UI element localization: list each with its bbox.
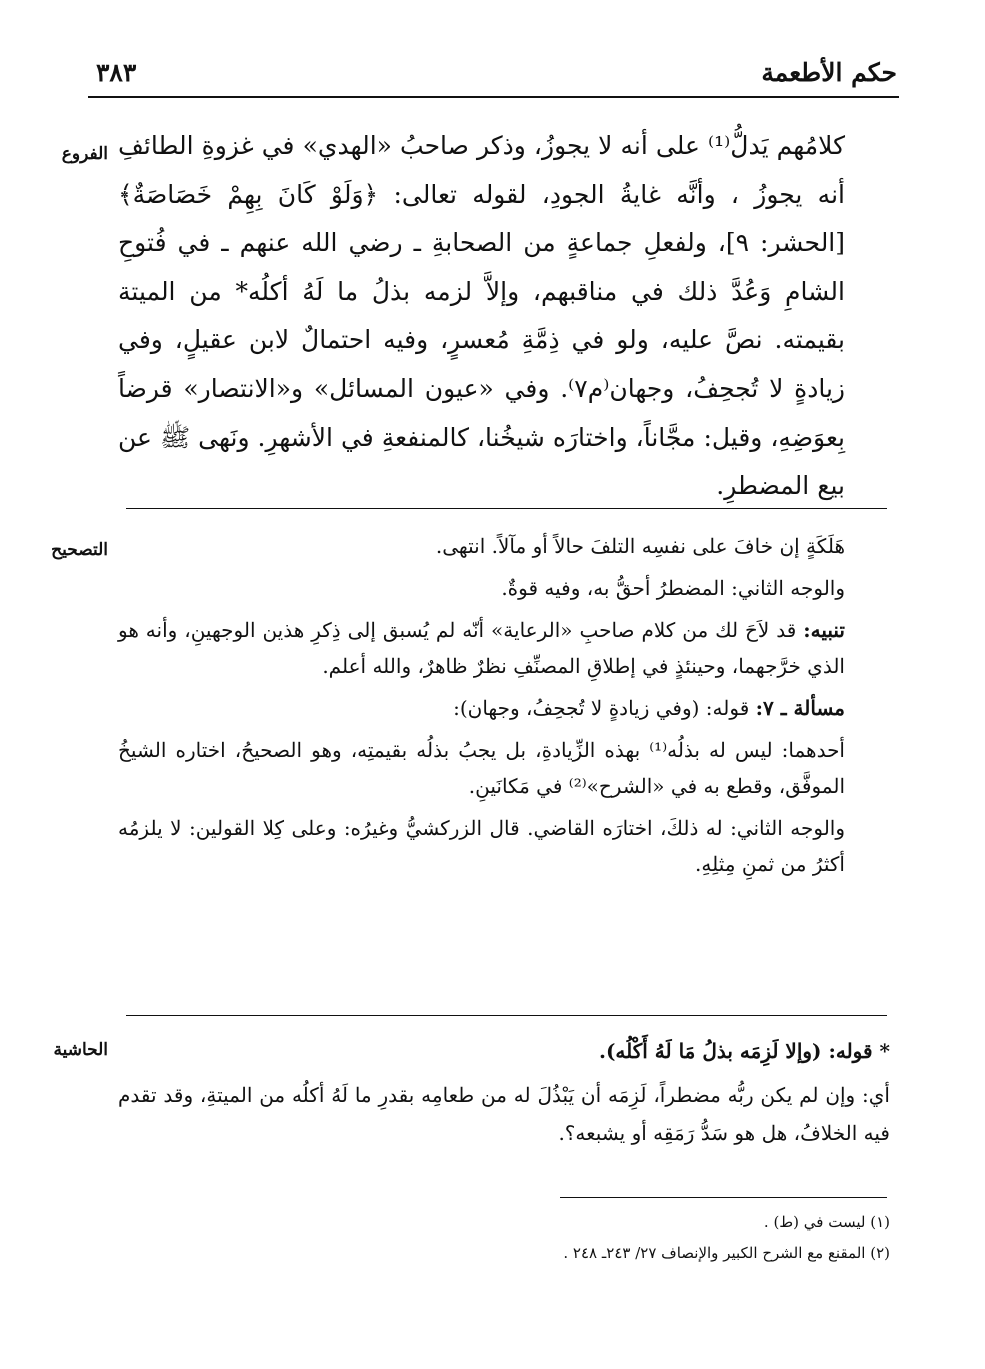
tashih-paragraph: والوجه الثاني: المضطرُ أحقُّ به، وفيه قوةٌ. <box>501 576 845 600</box>
section-divider-1 <box>126 508 887 509</box>
masala-text: قوله: (وفي زيادةٍ لا تُجحِفُ، وجهان): <box>453 696 756 720</box>
tanbih-text: قد لاَحَ لك من كلام صاحبِ «الرعاية» أنّه لم يُسبق إلى ذِكرِ هذين الوجهينِ، وأنه هو الذي خرَّجهما، وحينئذٍ في إطلاقِ المصنِّفِ نظرٌ ظاهرٌ، والله أعلم. <box>118 618 845 678</box>
footnote-rule <box>560 1197 887 1198</box>
hashiya-heading <box>118 1032 890 1070</box>
label-tashih: التصحيح <box>51 540 108 560</box>
tanbih-label: تنبيه: <box>803 618 845 642</box>
section-divider-2 <box>126 1015 887 1016</box>
furu-text: كلامُهم يَدلُّ⁽¹⁾ على أنه لا يجوزُ، وذكر صاحبُ «الهدي» في غزوةِ الطائفِ أنه يجوزُ ، وأنَّه غايةُ الجودِ، لقوله تعالى: ﴿وَلَوْ كَانَ بِهِمْ خَصَاصَةٌ﴾ [الحشر: ٩]، ولفعلِ جماعةٍ من الصحابةِ ـ رضي الله عنهم ـ في فُتوحِ الشامِ وَعُدَّ ذلك في مناقبهم، وإلاَّ لزمه بذلُ ما لَهُ أكلُه* من الميتة بقيمته. نصَّ عليه، ولو في ذِمَّةِ مُعسرٍ، وفيه احتمالٌ لابن عقيلٍ، وفي زيادةٍ لا تُجحِفُ، وجهان⁽م٧⁾. وفي «عيون المسائل» و«الانتصار» قرضاً بِعوَضِهِ، وقيل: مجَّاناً، واختارَه شيخُنا، كالمنفعةِ في الأشهرِ. ونَهى ﷺ عن بيع المضطرِ. <box>118 131 846 501</box>
page-number: ٣٨٣ <box>96 58 137 87</box>
tashih-section <box>118 528 845 882</box>
label-hashiya: الحاشية <box>53 1040 108 1060</box>
label-furu: الفروع <box>61 144 108 164</box>
tashih-masala <box>118 690 845 726</box>
hashiya-section <box>118 1032 890 1152</box>
masala-label: مسألة ـ ٧: <box>755 696 845 720</box>
footnotes <box>118 1207 890 1269</box>
hashiya-body: أي: وإن لم يكن ربُّه مضطراً، لَزِمَه أن يَبْذُلَ له من طعامِه بقدرِ ما لَهُ أكلُه من الميتةِ، وقد تقدم فيه الخلافُ، هل هو سَدُّ رَمَقِه أو يشبعه؟. <box>118 1083 890 1145</box>
hashiya-heading-quote: (وإلا لَزِمَه بذلُ مَا لَهُ أَكْلُه). <box>598 1039 829 1063</box>
footnote-1: (١) ليست في (ط) . <box>763 1213 890 1231</box>
running-head-title: حكم الأطعمة <box>761 58 897 87</box>
footnote-2: (٢) المقنع مع الشرح الكبير والإنصاف ٢٧/ ٢٤٣ـ ٢٤٨ . <box>563 1244 890 1262</box>
tashih-paragraph: والوجه الثاني: له ذلكَ، اختارَه القاضي. قال الزركشيُّ وغيرُه: وعلى كِلا القولين: لا يلزمُه أكثرُ من ثمنِ مِثلِهِ. <box>118 816 845 876</box>
hashiya-heading-lead: * قوله: <box>828 1039 890 1063</box>
tashih-paragraph: هَلَكَةٍ إن خافَ على نفسِه التلفَ حالاً أو مآلاً. انتهى. <box>435 534 845 558</box>
tashih-paragraph: أحدهما: ليس له بذلُه⁽¹⁾ بهذه الزِّيادةِ، بل يجبُ بذلُه بقيمتِه، وهو الصحيحُ، اختاره الشيخُ الموفَّق، وقطع به في «الشرح»⁽²⁾ في مَكانَينِ. <box>118 738 845 798</box>
tashih-tanbih <box>118 612 845 684</box>
header-rule <box>88 96 899 98</box>
